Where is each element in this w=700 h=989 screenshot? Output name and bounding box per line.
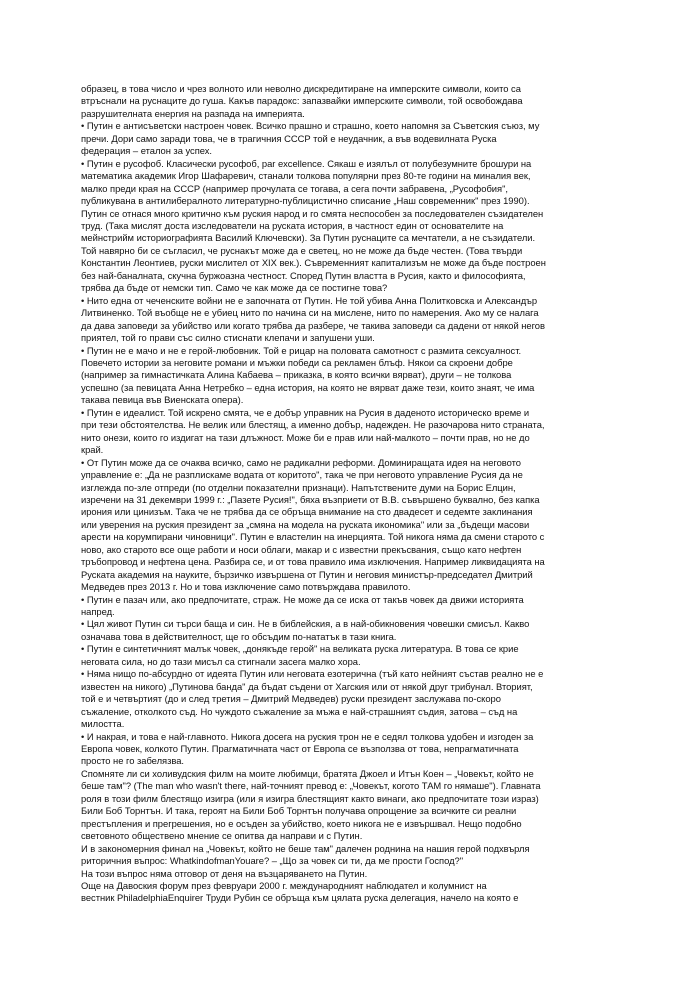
text-line: изглежда по-зле отпреди (по отделни показателни признаци). Напътствените думи на Борис Елцин,: [81, 481, 516, 493]
text-line: при тези обстоятелства. Не велик или блестящ, а именно добър, надежден. Не разочарова нито страната,: [81, 419, 545, 431]
text-line: означава това в действителност, ще го обсъдим по-нататък в тази книга.: [81, 630, 397, 642]
text-line: • Путин е русофоб. Класически русофоб, par excellence. Сякаш е изялъл от полубезумните брошури на: [81, 157, 532, 169]
text-line: успешно (за певицата Анна Нетребко – една история, на която не вярват даже тези, които знаят, че има: [81, 381, 535, 393]
text-line: (например за гимнастичката Алина Кабаева – приказка, в която всички вярват), други – не толкова: [81, 369, 512, 381]
text-line: да дава заповеди за убийство или когато трябва да разбере, че такива заповеди са дадени от някой негов: [81, 319, 545, 331]
text-line: Европа човек, колкото Путин. Прагматичната част от Европа се възползва от това, непрагматичната: [81, 743, 519, 755]
text-line: управление е: „Да не разплискаме водата от коритото", така че при неговото управление Русия да не: [81, 469, 523, 481]
text-line: вестник PhiladelphiaEnquirer Труди Рубин се обръща към цялата руска делегация, начело на която е: [81, 892, 519, 904]
text-line: неговата сила, но до тази мисъл са стигнали засега малко хора.: [81, 655, 361, 667]
text-line: • Путин е идеалист. Той искрено смята, че е добър управник на Русия в даденото историческо време и: [81, 406, 530, 418]
text-line: милостта.: [81, 718, 125, 730]
text-line: известен на никого) „Путинова банда" да бъдат съдени от Хагския или от някой друг трибунал. Вторият,: [81, 680, 533, 692]
text-line: ирония или цинизъм. Така че не трябва да се обръща внимание на сто двадесет и седемте заклинания: [81, 506, 533, 518]
text-line: • Путин не е мачо и не е герой-любовник. Той е рицар на половата самотност с размита сексуалност.: [81, 344, 522, 356]
text-line: нито онези, които го издигат на тази длъжност. Може би е прав или най-малкото – почти прав, но не до: [81, 431, 530, 443]
text-line: Спомняте ли си холивудския филм на моите любимци, братята Джоел и Итън Коен – „Човекът, който не: [81, 767, 534, 779]
text-line: съжаление, отколкото съд. Но чуждото съжаление за мъжа е най-страшният съдия, затова – съд на: [81, 705, 518, 717]
text-line: образец, в това число и чрез волното или неволно дискредитиране на имперските символи, които са: [81, 83, 521, 94]
text-line: • Няма нищо по-абсурдно от идеята Путин или неговата езотерична (тъй като нейният състав реално не е: [81, 668, 544, 680]
text-line: напред.: [81, 606, 115, 618]
text-line: Повечето истории за неговите романи и мъжки победи са рекламен блъф. Някои са скроени добре: [81, 356, 513, 368]
text-line: • От Путин може да се очаква всичко, само не радикални реформи. Доминиращата идея на неговото: [81, 456, 522, 468]
text-line: Били Боб Торнтън. И така, героят на Били Боб Торнтън получава опрощение за всичките си реални: [81, 805, 517, 817]
text-line: Путин се отнася много критично към руския народ и го смята неспособен за последователен съзидателен: [81, 207, 544, 219]
text-line: втръснали на руснаците до гуша. Какъв парадокс: запазвайки имперските символи, той освобождава: [81, 95, 523, 107]
text-line: роля в този филм блестящо изигра (или я изигра блестящият както винаги, ако предпочитате този израз): [81, 792, 539, 804]
text-line: И в закономерния финал на „Човекът, който не беше там" далечен роднина на нашия герой подхвърля: [81, 842, 530, 854]
text-line: федерация – еталон за успех.: [81, 145, 213, 157]
text-line: световното обществено мнение се опитва да направи и с Путин.: [81, 830, 363, 842]
text-line: малко преди края на СССР (например прочулата се тогава, а сега почти забравена, „Русофобия",: [81, 182, 508, 194]
text-line: публикувана в антилибералното литературно-публицистично списание „Наш современник" през 1990).: [81, 195, 530, 207]
text-line: риторичния въпрос: WhatkindofmanYouare? – „Що за човек си ти, да ме прости Господ?": [81, 855, 464, 867]
text-line: • Цял живот Путин си търси баща и син. Не в библейския, а в най-обикновения човешки смисъл. Какво: [81, 618, 530, 630]
text-line: край.: [81, 444, 104, 456]
text-line: Константин Леонтиев, руски мислител от XIX век.). Съвременният капитализъм не може да бъде построен: [81, 257, 546, 269]
text-line: тръбопровод и нефтена цена. Разбира се, и от това правило има изключения. Например ликвидацията на: [81, 556, 545, 568]
text-line: трябва да бъде от немски тип. Само че как може да се постигне това?: [81, 282, 388, 294]
text-line: • Путин е пазач или, ако предпочитате, страж. Не може да се иска от такъв човек да движи историята: [81, 593, 524, 605]
text-line: Руската академия на науките, бързичко извършена от Путин и неговия министър-председател Дмитрий: [81, 568, 533, 580]
text-line: Той навярно би се съгласил, че руснакът може да е светец, но не може да бъде честен. (Това твърди: [81, 244, 523, 256]
text-line: без най-баналната, скучна буржоазна честност. Според Путин властта в Русия, както и философията,: [81, 269, 526, 281]
body-text: [81, 83, 630, 905]
text-line: Още на Давоския форум през февруари 2000 г. международният наблюдател и колумнист на: [81, 880, 487, 891]
text-line: такава певица във Виенската опера).: [81, 394, 244, 406]
text-line: ново, ако старото все още работи и носи облаги, макар и с известни прекъсвания, също като нефтен: [81, 543, 522, 555]
text-line: • Путин е синтетичният малък човек, „донякъде герой" на великата руска литература. В това се крие: [81, 643, 519, 655]
text-line: престъпления и прегрешения, но е осъден за убийство, което никога не е извършвал. Нещо подобно: [81, 817, 522, 829]
text-line: • Путин е антисъветски настроен човек. Всичко прашно и страшно, което напомня за Съветския съюз, му: [81, 120, 540, 132]
text-line: изречени на 31 декември 1999 г.: „Пазете Русия!", бяха възприети от В.В. съвършено буквално, без капка: [81, 493, 540, 505]
text-line: приятел, той го прави със силно стиснати клепачи и запушени уши.: [81, 332, 375, 344]
text-line: математика академик Игор Шафаревич, станали толкова популярни през 80-те години на миналия век,: [81, 170, 531, 182]
text-line: труд. (Така мислят доста изследователи на руската история, в частност един от основателите на: [81, 219, 504, 231]
text-line: или уверения на руския президент за „смяна на модела на руската икономика" или за „бъдещи масови: [81, 518, 530, 530]
text-line: пречи. Дори само заради това, че в трагичния СССР той е неудачник, а във водевилната Руска: [81, 132, 497, 144]
text-line: Медведев през 2013 г. Но и това изключение само потвърждава правилото.: [81, 581, 411, 593]
text-line: На този въпрос няма отговор от деня на възцаряването на Путин.: [81, 867, 368, 879]
text-line: мейнстрийм историографията Василий Ключевски). За Путин руснаците са мечтатели, а не съзидатели.: [81, 232, 536, 244]
text-line: разрушителната енергия на разпада на империята.: [81, 107, 305, 119]
text-line: • И накрая, и това е най-главното. Никога досега на руския трон не е седял толкова удобен и изгоден за: [81, 730, 534, 742]
text-line: • Нито една от чеченските войни не е започната от Путин. Не той убива Анна Политковска и Александър: [81, 294, 538, 306]
text-line: беше там"? (The man who wasn't there, най-точният превод е: „Човекът, когото ТАМ го нямаше"). Главната: [81, 780, 541, 792]
text-line: просто не го забелязва.: [81, 755, 184, 767]
text-line: арести на корумпирани чиновници". Путин е властелин на инерцията. Той никога няма да смени старото с: [81, 531, 545, 543]
text-line: той е и четвъртият (до и след третия – Дмитрий Медведев) руски президент заслужава по-скоро: [81, 693, 501, 705]
text-line: Литвиненко. Той въобще не е убиец нито по начина си на мислене, нито по намерения. Ако му се налага: [81, 307, 539, 319]
